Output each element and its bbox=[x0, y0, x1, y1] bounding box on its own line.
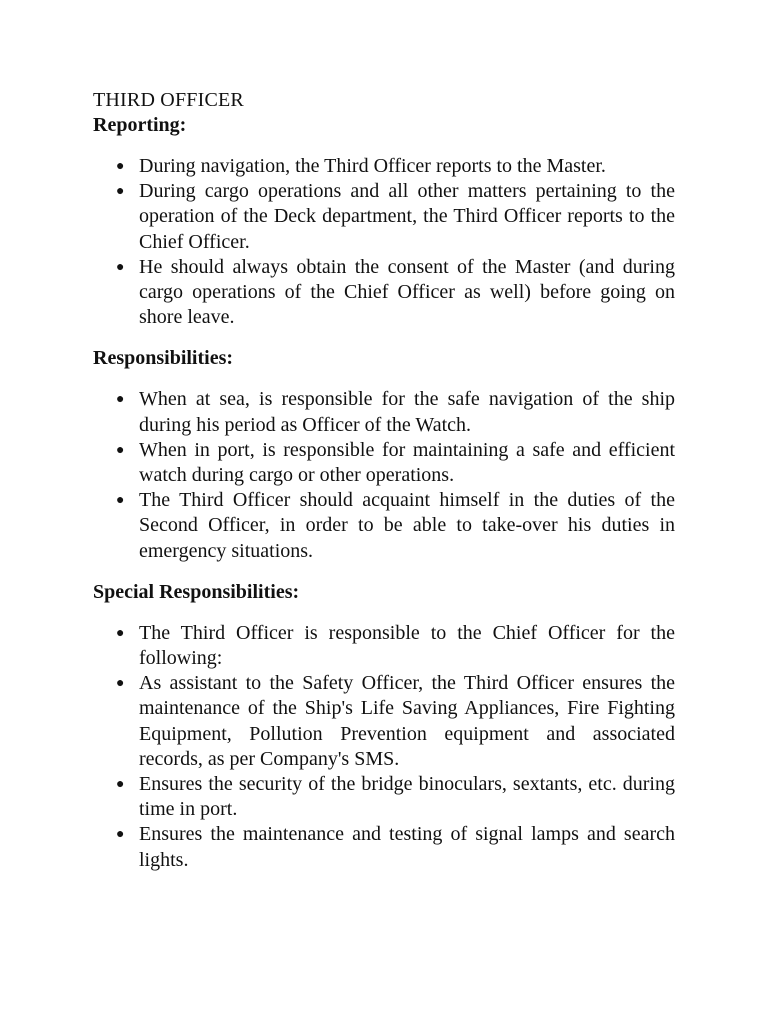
bullet-icon: ● bbox=[116, 777, 125, 793]
list-item-text: During cargo operations and all other matters pertaining to the operation of the Deck department, the Third Officer reports to the Chief Officer. bbox=[139, 180, 675, 253]
section-heading-reporting: Reporting: bbox=[93, 114, 187, 136]
list-item-text: He should always obtain the consent of the Master (and during cargo operations of the Chief Officer as well) before going on shore leave. bbox=[139, 255, 675, 329]
bullet-icon: ● bbox=[116, 159, 125, 174]
bullet-icon: ● bbox=[116, 827, 125, 843]
bullet-icon: ● bbox=[116, 259, 125, 275]
list-item-text: The Third Officer should acquaint himself in the duties of the Second Officer, in order to be able to take-over his duties in emergency situations. bbox=[139, 489, 675, 562]
list-item bbox=[93, 387, 675, 437]
list-item-text: The Third Officer is responsible to the Chief Officer for the following: bbox=[139, 621, 675, 670]
responsibilities-list bbox=[93, 387, 675, 563]
list-item bbox=[93, 438, 675, 488]
list-item bbox=[93, 822, 675, 872]
list-item bbox=[93, 255, 675, 331]
list-item-text: As assistant to the Safety Officer, the Third Officer ensures the maintenance of the Ship's Life Saving Appliances, Fire Fighting Equipment, Pollution Prevention equipment and associated records, as per Company's SMS. bbox=[139, 672, 675, 770]
list-item bbox=[93, 488, 675, 564]
bullet-icon: ● bbox=[116, 625, 125, 641]
list-item bbox=[93, 179, 675, 255]
section-heading-special-responsibilities: Special Responsibilities: bbox=[93, 580, 300, 603]
list-item bbox=[93, 671, 675, 772]
list-item-text: Ensures the security of the bridge binoculars, sextants, etc. during time in port. bbox=[139, 773, 675, 821]
list-item-text: During navigation, the Third Officer reports to the Master. bbox=[139, 155, 606, 177]
list-item bbox=[93, 154, 675, 179]
bullet-icon: ● bbox=[116, 392, 125, 408]
section-heading-responsibilities: Responsibilities: bbox=[93, 347, 234, 370]
list-item-text: Ensures the maintenance and testing of signal lamps and search lights. bbox=[139, 823, 675, 871]
bullet-icon: ● bbox=[116, 184, 125, 200]
reporting-list bbox=[93, 154, 675, 330]
document-page bbox=[93, 88, 675, 889]
special-responsibilities-list bbox=[93, 621, 675, 873]
list-item-text: When in port, is responsible for maintaining a safe and efficient watch during cargo or other operations. bbox=[139, 438, 675, 487]
list-item bbox=[93, 621, 675, 671]
bullet-icon: ● bbox=[116, 442, 125, 458]
bullet-icon: ● bbox=[116, 493, 125, 509]
list-item bbox=[93, 772, 675, 822]
bullet-icon: ● bbox=[116, 676, 125, 692]
document-title: THIRD OFFICER bbox=[93, 89, 244, 111]
list-item-text: When at sea, is responsible for the safe navigation of the ship during his period as Officer of the Watch. bbox=[139, 388, 675, 436]
